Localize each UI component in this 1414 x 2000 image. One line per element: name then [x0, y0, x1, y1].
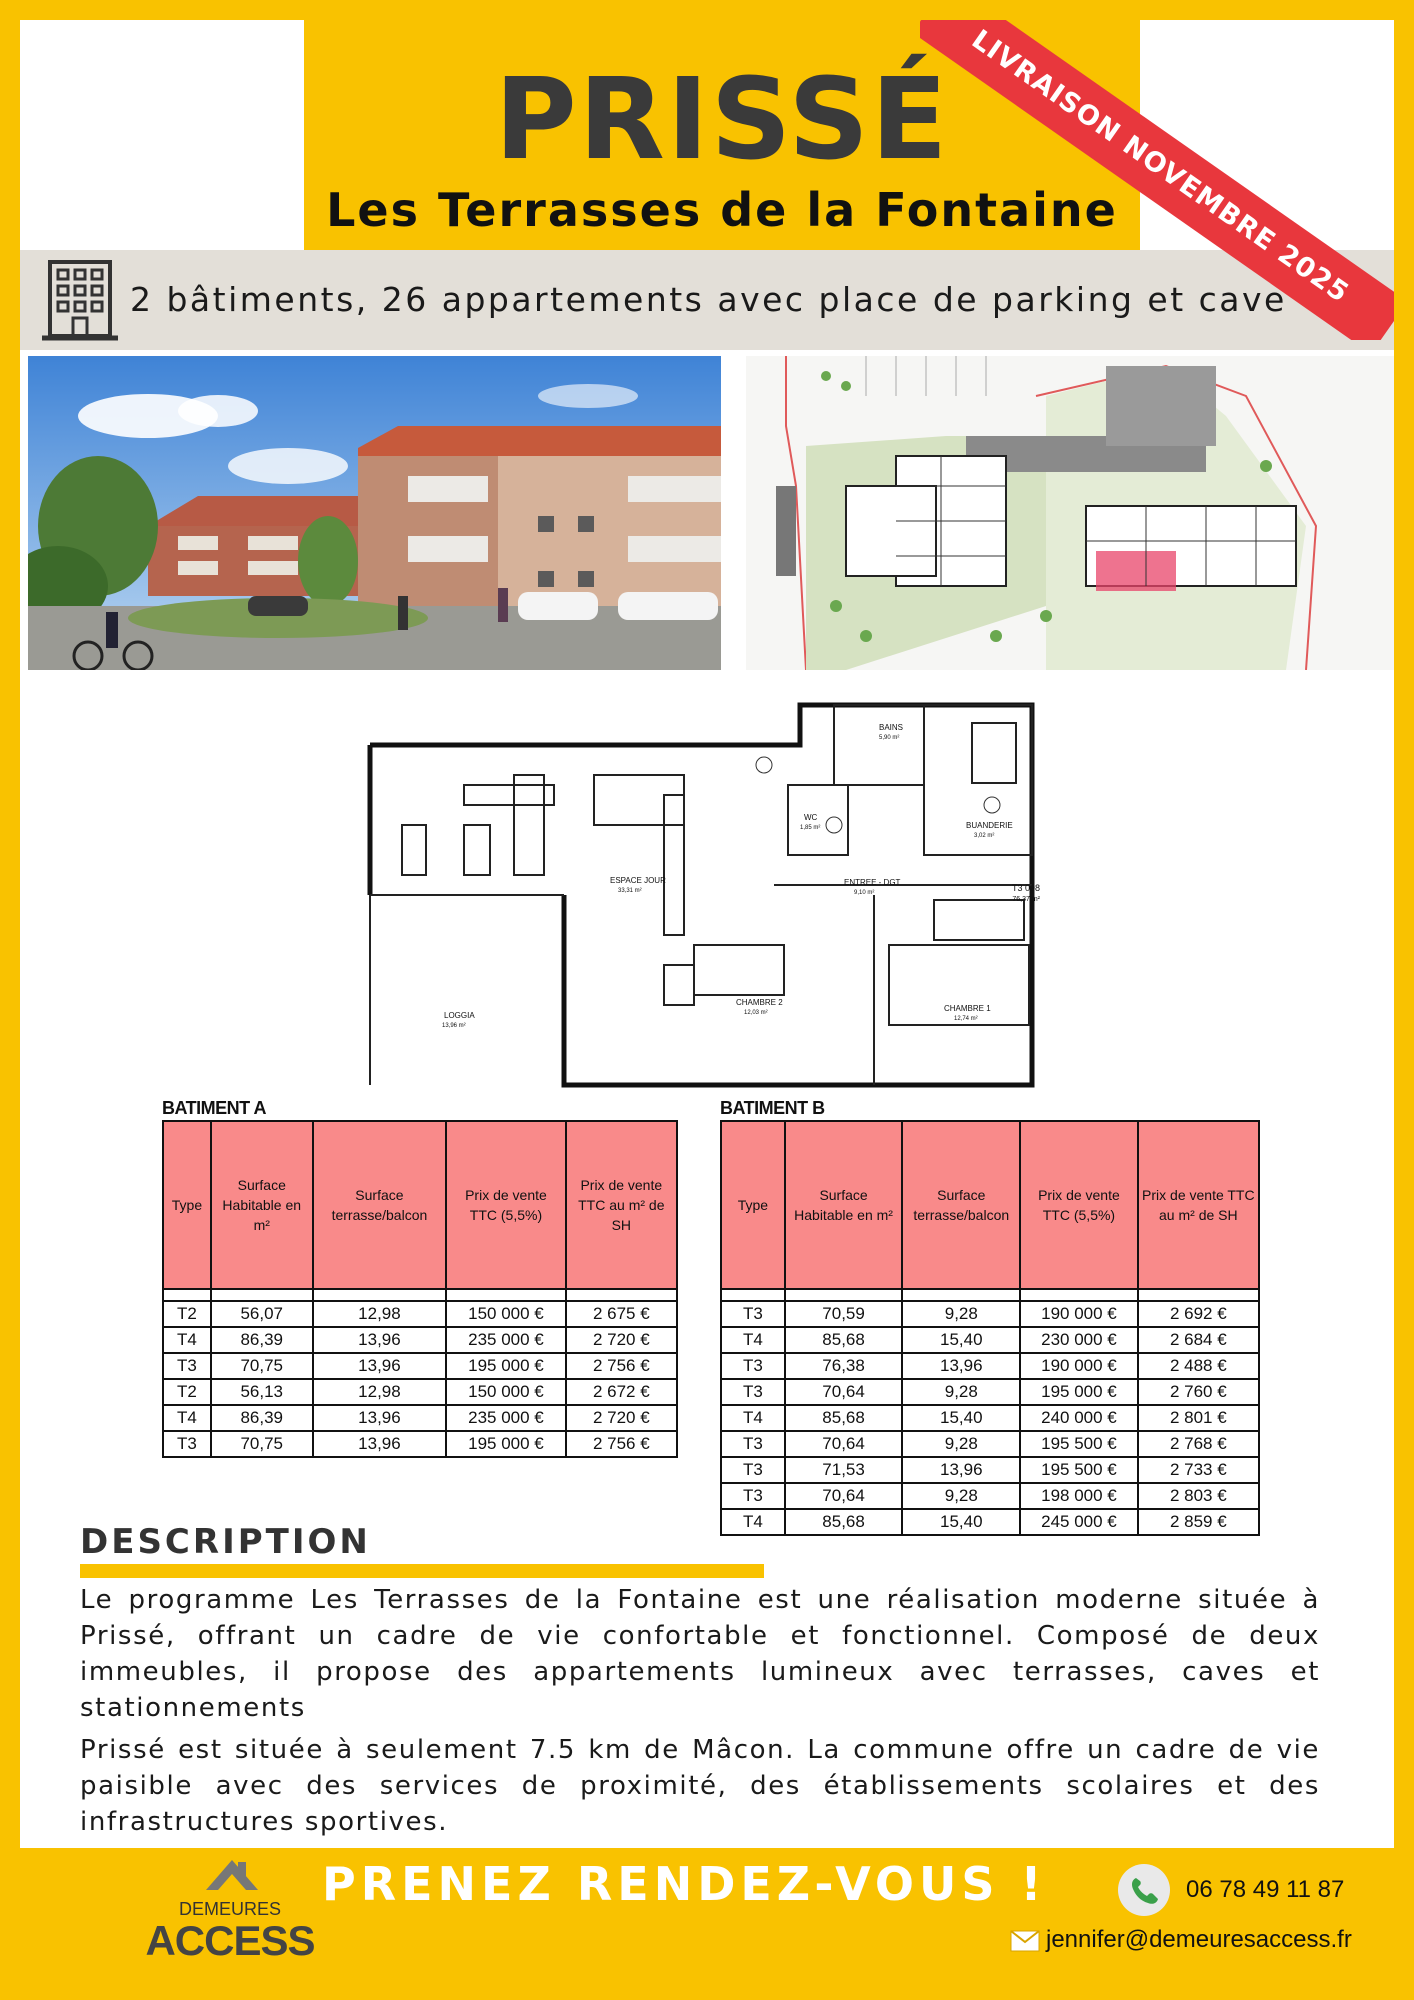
- col-header-prix-m2: Prix de vente TTC au m² de SH: [1138, 1121, 1259, 1289]
- table-cell: T3: [163, 1431, 211, 1457]
- fp-chambre2-area: 12,03 m²: [744, 1010, 768, 1016]
- table-cell: 240 000 €: [1020, 1405, 1137, 1431]
- table-cell: T4: [721, 1405, 785, 1431]
- table-cell: 85,68: [785, 1327, 903, 1353]
- description-underline: [80, 1564, 764, 1578]
- col-header-type: Type: [721, 1121, 785, 1289]
- call-to-action: PRENEZ RENDEZ-VOUS !: [322, 1857, 1047, 1911]
- table-cell: 2 803 €: [1138, 1483, 1259, 1509]
- page-subtitle: Les Terrasses de la Fontaine: [326, 183, 1118, 237]
- table-cell: 86,39: [211, 1327, 313, 1353]
- fp-buanderie-area: 3,02 m²: [974, 833, 995, 839]
- table-cell: 2 760 €: [1138, 1379, 1259, 1405]
- table-cell: 70,64: [785, 1483, 903, 1509]
- table-spacer-cell: [211, 1289, 313, 1301]
- table-cell: T3: [721, 1457, 785, 1483]
- fp-espace-jour: ESPACE JOUR: [610, 876, 666, 885]
- table-row: [721, 1379, 1259, 1405]
- table-cell: 2 684 €: [1138, 1327, 1259, 1353]
- ribbon-text: LIVRAISON NOVEMBRE 2025: [920, 20, 1394, 340]
- mail-icon: [1010, 1930, 1040, 1952]
- description-paragraph-1: Le programme Les Terrasses de la Fontaine est une réalisation moderne située à Prissé, offrant un cadre de vie confortable et fonctionnel. Composé de deux immeubles, il propose des appartements lumineux avec terrasses, caves et stationnements: [80, 1585, 1320, 1723]
- logo-main-text: ACCESS: [145, 1917, 315, 1964]
- table-cell: 245 000 €: [1020, 1509, 1137, 1535]
- table-cell: T3: [721, 1379, 785, 1405]
- table-row: [721, 1457, 1259, 1483]
- table-cell: 2 768 €: [1138, 1431, 1259, 1457]
- table-cell: 70,64: [785, 1379, 903, 1405]
- flyer-page: [20, 20, 1394, 1980]
- table-cell: 13,96: [313, 1327, 447, 1353]
- table-cell: 2 801 €: [1138, 1405, 1259, 1431]
- table-cell: 70,59: [785, 1301, 903, 1327]
- table-cell: 150 000 €: [446, 1301, 565, 1327]
- table-cell: 2 720 €: [566, 1405, 677, 1431]
- table-row: [163, 1379, 677, 1405]
- col-header-terrasse: Surface terrasse/balcon: [313, 1121, 447, 1289]
- table-cell: T3: [721, 1483, 785, 1509]
- table-cell: T3: [163, 1353, 211, 1379]
- table-row: [721, 1353, 1259, 1379]
- table-row: [721, 1327, 1259, 1353]
- table-cell: 56,07: [211, 1301, 313, 1327]
- table-cell: T4: [721, 1327, 785, 1353]
- table-row: [721, 1405, 1259, 1431]
- table-cell: 15,40: [902, 1509, 1020, 1535]
- table-cell: 195 000 €: [1020, 1379, 1137, 1405]
- table-a-title: BATIMENT A: [162, 1098, 266, 1118]
- table-batiment-a: [162, 1096, 678, 1458]
- table-cell: 195 500 €: [1020, 1457, 1137, 1483]
- table-spacer-cell: [1020, 1289, 1137, 1301]
- table-cell: T4: [163, 1405, 211, 1431]
- fp-chambre1-area: 12,74 m²: [954, 1016, 978, 1022]
- page-title: PRISSÉ: [494, 55, 950, 185]
- table-cell: 56,13: [211, 1379, 313, 1405]
- fp-espace-jour-area: 33,31 m²: [618, 888, 642, 894]
- building-icon: [40, 256, 120, 344]
- table-cell: 70,64: [785, 1431, 903, 1457]
- phone-icon: [1118, 1864, 1170, 1916]
- description-title: DESCRIPTION: [80, 1522, 371, 1562]
- table-row: [721, 1301, 1259, 1327]
- table-cell: 86,39: [211, 1405, 313, 1431]
- table-row: [163, 1431, 677, 1457]
- table-spacer-cell: [902, 1289, 1020, 1301]
- fp-wc: WC: [804, 813, 818, 822]
- col-header-prix-m2: Prix de vente TTC au m² de SH: [566, 1121, 677, 1289]
- table-cell: 195 500 €: [1020, 1431, 1137, 1457]
- table-cell: 15,40: [902, 1327, 1020, 1353]
- table-cell: 71,53: [785, 1457, 903, 1483]
- table-cell: 235 000 €: [446, 1405, 565, 1431]
- fp-chambre1: CHAMBRE 1: [944, 1004, 991, 1013]
- table-cell: 70,75: [211, 1431, 313, 1457]
- fp-chambre2: CHAMBRE 2: [736, 998, 783, 1007]
- col-header-surface: Surface Habitable en m²: [785, 1121, 903, 1289]
- building-rendering: [28, 356, 721, 670]
- table-spacer-row: [163, 1289, 677, 1301]
- table-cell: 195 000 €: [446, 1431, 565, 1457]
- table-cell: 13,96: [313, 1405, 447, 1431]
- table-spacer-cell: [446, 1289, 565, 1301]
- table-spacer-row: [721, 1289, 1259, 1301]
- footer: [0, 1848, 1414, 1980]
- table-cell: T2: [163, 1301, 211, 1327]
- table-row: [721, 1483, 1259, 1509]
- table-cell: 198 000 €: [1020, 1483, 1137, 1509]
- col-header-surface: Surface Habitable en m²: [211, 1121, 313, 1289]
- table-cell: 2 675 €: [566, 1301, 677, 1327]
- fp-wc-area: 1,85 m²: [800, 825, 821, 831]
- col-header-terrasse: Surface terrasse/balcon: [902, 1121, 1020, 1289]
- table-cell: 12,98: [313, 1301, 447, 1327]
- description-paragraph-2: Prissé est située à seulement 7.5 km de Mâcon. La commune offre un cadre de vie paisible avec des services de proximité, des établissements scolaires et des infrastructures sportives.: [80, 1735, 1320, 1837]
- table-row: [163, 1353, 677, 1379]
- fp-entree: ENTREE - DGT: [844, 878, 901, 887]
- col-header-prix: Prix de vente TTC (5,5%): [1020, 1121, 1137, 1289]
- table-cell: T4: [721, 1509, 785, 1535]
- table-cell: 2 733 €: [1138, 1457, 1259, 1483]
- fp-loggia-area: 13,96 m²: [442, 1023, 466, 1029]
- fp-entree-area: 9,10 m²: [854, 890, 875, 896]
- table-row: [721, 1431, 1259, 1457]
- table-cell: T3: [721, 1353, 785, 1379]
- table-cell: 76,38: [785, 1353, 903, 1379]
- col-header-type: Type: [163, 1121, 211, 1289]
- company-logo: [140, 1854, 320, 1978]
- house-roof-icon: [140, 1854, 320, 1898]
- table-cell: 190 000 €: [1020, 1353, 1137, 1379]
- fp-bains: BAINS: [879, 723, 904, 732]
- table-cell: 150 000 €: [446, 1379, 565, 1405]
- col-header-prix: Prix de vente TTC (5,5%): [446, 1121, 565, 1289]
- site-plan: [746, 356, 1394, 670]
- description-body: [80, 1582, 1320, 1846]
- table-cell: 235 000 €: [446, 1327, 565, 1353]
- table-row: [721, 1509, 1259, 1535]
- table-cell: 9,28: [902, 1483, 1020, 1509]
- delivery-ribbon: [920, 20, 1394, 340]
- table-cell: 15,40: [902, 1405, 1020, 1431]
- table-cell: 13,96: [313, 1353, 447, 1379]
- fp-bains-area: 5,90 m²: [879, 735, 900, 741]
- table-cell: T4: [163, 1327, 211, 1353]
- table-cell: 230 000 €: [1020, 1327, 1137, 1353]
- table-cell: T3: [721, 1431, 785, 1457]
- table-spacer-cell: [313, 1289, 447, 1301]
- table-cell: 9,28: [902, 1301, 1020, 1327]
- floor-plan: [364, 685, 1044, 1105]
- table-spacer-cell: [721, 1289, 785, 1301]
- table-batiment-b: [720, 1096, 1260, 1536]
- table-cell: 85,68: [785, 1405, 903, 1431]
- table-cell: 2 692 €: [1138, 1301, 1259, 1327]
- table-row: [163, 1327, 677, 1353]
- fp-lot: T3 008: [1011, 883, 1040, 893]
- fp-loggia: LOGGIA: [444, 1011, 475, 1020]
- table-cell: 2 488 €: [1138, 1353, 1259, 1379]
- logo-small-text: DEMEURES: [178, 1899, 281, 1919]
- table-cell: 2 859 €: [1138, 1509, 1259, 1535]
- table-cell: 13,96: [313, 1431, 447, 1457]
- band-text: 2 bâtiments, 26 appartements avec place de parking et cave: [130, 280, 1287, 319]
- table-cell: 195 000 €: [446, 1353, 565, 1379]
- table-cell: 9,28: [902, 1431, 1020, 1457]
- table-spacer-cell: [163, 1289, 211, 1301]
- table-cell: 12,98: [313, 1379, 447, 1405]
- table-cell: 2 672 €: [566, 1379, 677, 1405]
- table-cell: 13,96: [902, 1353, 1020, 1379]
- table-cell: T2: [163, 1379, 211, 1405]
- table-cell: 70,75: [211, 1353, 313, 1379]
- table-row: [163, 1301, 677, 1327]
- table-cell: 85,68: [785, 1509, 903, 1535]
- fp-lot-area: 76,37 m²: [1012, 896, 1040, 903]
- table-cell: 190 000 €: [1020, 1301, 1137, 1327]
- table-spacer-cell: [566, 1289, 677, 1301]
- table-cell: 2 756 €: [566, 1431, 677, 1457]
- table-cell: 13,96: [902, 1457, 1020, 1483]
- table-cell: 2 720 €: [566, 1327, 677, 1353]
- table-row: [163, 1405, 677, 1431]
- table-spacer-cell: [785, 1289, 903, 1301]
- phone-number[interactable]: 06 78 49 11 87: [1186, 1876, 1345, 1903]
- table-cell: 2 756 €: [566, 1353, 677, 1379]
- table-spacer-cell: [1138, 1289, 1259, 1301]
- fp-buanderie: BUANDERIE: [966, 821, 1013, 830]
- table-cell: 9,28: [902, 1379, 1020, 1405]
- table-b-title: BATIMENT B: [720, 1098, 825, 1118]
- table-cell: T3: [721, 1301, 785, 1327]
- email-address[interactable]: jennifer@demeuresaccess.fr: [1046, 1926, 1352, 1953]
